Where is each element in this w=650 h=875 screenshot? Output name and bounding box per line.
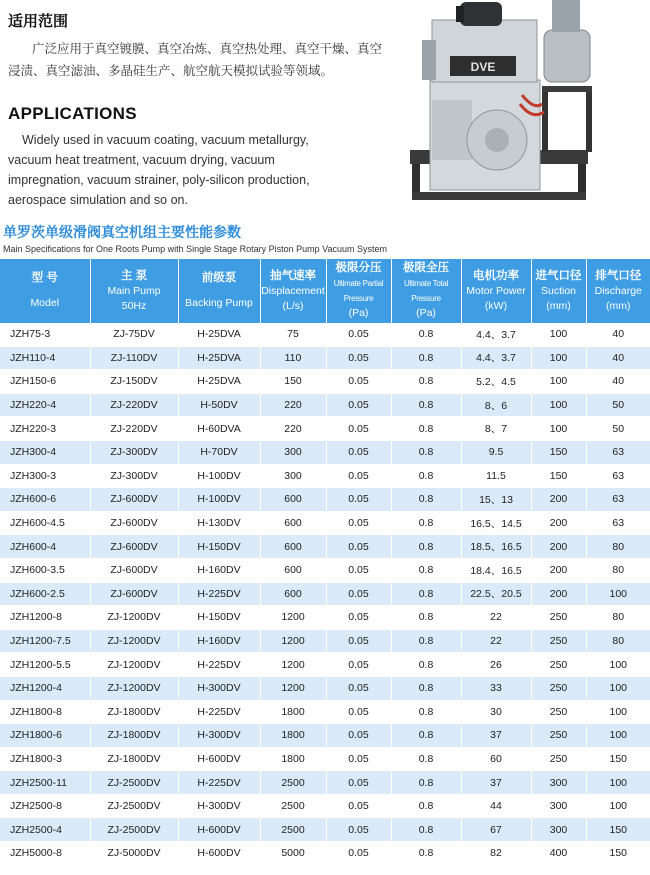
cell-backing-pump: H-25DVA (178, 346, 260, 370)
table-row (0, 771, 650, 795)
cell-main-pump: ZJ-1200DV (90, 606, 178, 630)
cell-main-pump: ZJ-600DV (90, 582, 178, 606)
cell-total-pressure: 0.8 (391, 606, 461, 630)
cell-model: JZH1200-5.5 (0, 653, 90, 677)
cell-suction: 300 (531, 794, 586, 818)
cell-motor-power: 5.2、4.5 (461, 370, 531, 394)
table-row (0, 370, 650, 394)
cell-partial-pressure: 0.05 (326, 842, 391, 866)
cell-backing-pump: H-25DVA (178, 323, 260, 346)
cell-displacement: 2500 (260, 771, 326, 795)
cell-backing-pump: H-600DV (178, 747, 260, 771)
cell-model: JZH600-3.5 (0, 558, 90, 582)
header-cn: 型 号 (31, 272, 58, 284)
cell-suction: 200 (531, 558, 586, 582)
cell-displacement: 150 (260, 370, 326, 394)
cell-partial-pressure: 0.05 (326, 724, 391, 748)
table-row (0, 417, 650, 441)
table-row (0, 558, 650, 582)
table-row (0, 724, 650, 748)
header-displacement (260, 259, 326, 323)
cell-total-pressure: 0.8 (391, 653, 461, 677)
applications-en-body: Widely used in vacuum coating, vacuum metallurgy, vacuum heat treatment, vacuum drying, vacuum impregnation, vacuum strainer, poly-silicon production, aerospace simulation and so on. (8, 133, 310, 207)
header-en: Main Pump (107, 284, 161, 297)
cell-total-pressure: 0.8 (391, 700, 461, 724)
cell-main-pump: ZJ-600DV (90, 511, 178, 535)
header-cn: 主 泵 (120, 269, 148, 282)
cell-partial-pressure: 0.05 (326, 771, 391, 795)
table-row (0, 818, 650, 842)
cell-suction: 200 (531, 488, 586, 512)
cell-displacement: 1200 (260, 629, 326, 653)
cell-partial-pressure: 0.05 (326, 393, 391, 417)
cell-total-pressure: 0.8 (391, 818, 461, 842)
cell-main-pump: ZJ-2500DV (90, 818, 178, 842)
cell-model: JZH1200-7.5 (0, 629, 90, 653)
table-row (0, 794, 650, 818)
cell-main-pump: ZJ-300DV (90, 464, 178, 488)
header-en: Backing Pump (185, 297, 253, 309)
cell-backing-pump: H-300DV (178, 724, 260, 748)
cell-suction: 100 (531, 393, 586, 417)
header-en: Motor Power (466, 284, 526, 297)
cell-partial-pressure: 0.05 (326, 653, 391, 677)
table-row (0, 676, 650, 700)
cell-backing-pump: H-300DV (178, 794, 260, 818)
header-unit: (mm) (606, 299, 631, 312)
cell-suction: 250 (531, 700, 586, 724)
table-row (0, 629, 650, 653)
table-row (0, 511, 650, 535)
cell-backing-pump: H-225DV (178, 653, 260, 677)
cell-motor-power: 22 (461, 629, 531, 653)
cell-backing-pump: H-160DV (178, 629, 260, 653)
cell-motor-power: 37 (461, 771, 531, 795)
cell-motor-power: 9.5 (461, 440, 531, 464)
cell-discharge: 80 (586, 606, 650, 630)
cell-total-pressure: 0.8 (391, 724, 461, 748)
cell-displacement: 600 (260, 558, 326, 582)
cell-main-pump: ZJ-1800DV (90, 724, 178, 748)
cell-model: JZH1800-8 (0, 700, 90, 724)
cell-model: JZH300-3 (0, 464, 90, 488)
cell-backing-pump: H-130DV (178, 511, 260, 535)
cell-displacement: 220 (260, 393, 326, 417)
cell-partial-pressure: 0.05 (326, 323, 391, 346)
cell-displacement: 600 (260, 535, 326, 559)
cell-backing-pump: H-70DV (178, 440, 260, 464)
cell-model: JZH600-2.5 (0, 582, 90, 606)
cell-backing-pump: H-150DV (178, 535, 260, 559)
cell-suction: 100 (531, 323, 586, 346)
cell-motor-power: 37 (461, 724, 531, 748)
cell-total-pressure: 0.8 (391, 323, 461, 346)
cell-discharge: 50 (586, 393, 650, 417)
specifications-table (0, 259, 650, 866)
cell-partial-pressure: 0.05 (326, 417, 391, 441)
cell-partial-pressure: 0.05 (326, 535, 391, 559)
cell-model: JZH600-4 (0, 535, 90, 559)
cell-total-pressure: 0.8 (391, 370, 461, 394)
table-row (0, 464, 650, 488)
cell-total-pressure: 0.8 (391, 676, 461, 700)
cell-discharge: 40 (586, 323, 650, 346)
cell-model: JZH1800-6 (0, 724, 90, 748)
cell-displacement: 1200 (260, 653, 326, 677)
cell-motor-power: 26 (461, 653, 531, 677)
cell-main-pump: ZJ-75DV (90, 323, 178, 346)
cell-total-pressure: 0.8 (391, 582, 461, 606)
cell-displacement: 1200 (260, 606, 326, 630)
cell-displacement: 600 (260, 511, 326, 535)
cell-discharge: 100 (586, 771, 650, 795)
cell-total-pressure: 0.8 (391, 794, 461, 818)
cell-model: JZH2500-11 (0, 771, 90, 795)
cell-motor-power: 22.5、20.5 (461, 582, 531, 606)
header-motor-power (461, 259, 531, 323)
cell-total-pressure: 0.8 (391, 629, 461, 653)
cell-main-pump: ZJ-600DV (90, 535, 178, 559)
header-cn: 极限分压 (335, 262, 382, 274)
cell-model: JZH2500-8 (0, 794, 90, 818)
table-row (0, 582, 650, 606)
cell-partial-pressure: 0.05 (326, 370, 391, 394)
cell-suction: 200 (531, 535, 586, 559)
header-main-pump (90, 259, 178, 323)
table-row (0, 440, 650, 464)
cell-backing-pump: H-50DV (178, 393, 260, 417)
cell-partial-pressure: 0.05 (326, 558, 391, 582)
cell-motor-power: 22 (461, 606, 531, 630)
header-cn: 电机功率 (473, 269, 519, 282)
table-row (0, 346, 650, 370)
cell-main-pump: ZJ-1200DV (90, 653, 178, 677)
cell-discharge: 150 (586, 747, 650, 771)
header-en: Suction (540, 284, 577, 297)
cell-suction: 300 (531, 818, 586, 842)
cell-model: JZH150-6 (0, 370, 90, 394)
cell-discharge: 63 (586, 464, 650, 488)
header-model (0, 259, 90, 323)
cell-main-pump: ZJ-300DV (90, 440, 178, 464)
cell-displacement: 2500 (260, 818, 326, 842)
cell-partial-pressure: 0.05 (326, 700, 391, 724)
cell-main-pump: ZJ-1200DV (90, 676, 178, 700)
cell-partial-pressure: 0.05 (326, 676, 391, 700)
table-title-en: Main Specifications for One Roots Pump with Single Stage Rotary Piston Pump Vacuum System (3, 244, 388, 254)
cell-model: JZH2500-4 (0, 818, 90, 842)
cell-partial-pressure: 0.05 (326, 606, 391, 630)
cell-motor-power: 4.4、3.7 (461, 346, 531, 370)
cell-discharge: 100 (586, 653, 650, 677)
cell-displacement: 1800 (260, 747, 326, 771)
cell-discharge: 40 (586, 370, 650, 394)
cell-discharge: 80 (586, 535, 650, 559)
cell-backing-pump: H-150DV (178, 606, 260, 630)
applications-cn-body: 广泛应用于真空镀膜、真空冶炼、真空热处理、真空干燥、真空浸渍、真空滤油、多晶硅生产、航空航天模拟试验等领域。 (8, 42, 383, 78)
header-unit: (Pa) (416, 307, 436, 319)
header-en: Model (30, 297, 60, 309)
cell-partial-pressure: 0.05 (326, 488, 391, 512)
cell-backing-pump: H-100DV (178, 488, 260, 512)
cell-displacement: 75 (260, 323, 326, 346)
cell-motor-power: 60 (461, 747, 531, 771)
cell-model: JZH600-4.5 (0, 511, 90, 535)
cell-discharge: 63 (586, 511, 650, 535)
cell-main-pump: ZJ-2500DV (90, 771, 178, 795)
cell-suction: 100 (531, 346, 586, 370)
cell-model: JZH110-4 (0, 346, 90, 370)
header-unit: (mm) (546, 299, 571, 312)
header-cn: 前级泵 (201, 272, 237, 284)
table-row (0, 653, 650, 677)
applications-en-title: APPLICATIONS (8, 104, 137, 123)
cell-motor-power: 30 (461, 700, 531, 724)
cell-total-pressure: 0.8 (391, 771, 461, 795)
cell-displacement: 300 (260, 464, 326, 488)
header-suction (531, 259, 586, 323)
cell-model: JZH600-6 (0, 488, 90, 512)
header-total-pressure (391, 259, 461, 323)
cell-discharge: 100 (586, 582, 650, 606)
cell-motor-power: 11.5 (461, 464, 531, 488)
header-cn: 排气口径 (595, 269, 642, 282)
header-unit: (Pa) (348, 307, 369, 319)
cell-discharge: 150 (586, 818, 650, 842)
cell-discharge: 150 (586, 842, 650, 866)
cell-suction: 200 (531, 582, 586, 606)
cell-discharge: 63 (586, 440, 650, 464)
cell-discharge: 63 (586, 488, 650, 512)
cell-partial-pressure: 0.05 (326, 818, 391, 842)
cell-main-pump: ZJ-1800DV (90, 747, 178, 771)
cell-motor-power: 44 (461, 794, 531, 818)
applications-cn-title: 适用范围 (8, 13, 69, 30)
table-row (0, 700, 650, 724)
cell-motor-power: 16.5、14.5 (461, 511, 531, 535)
table-title-cn: 单罗茨单级滑阀真空机组主要性能参数 (3, 224, 241, 240)
cell-main-pump: ZJ-5000DV (90, 842, 178, 866)
table-row (0, 842, 650, 866)
cell-displacement: 600 (260, 582, 326, 606)
cell-motor-power: 67 (461, 818, 531, 842)
cell-suction: 400 (531, 842, 586, 866)
cell-main-pump: ZJ-220DV (90, 417, 178, 441)
cell-discharge: 100 (586, 676, 650, 700)
cell-suction: 300 (531, 771, 586, 795)
cell-partial-pressure: 0.05 (326, 629, 391, 653)
cell-backing-pump: H-600DV (178, 842, 260, 866)
cell-suction: 150 (531, 440, 586, 464)
cell-discharge: 40 (586, 346, 650, 370)
cell-partial-pressure: 0.05 (326, 582, 391, 606)
cell-main-pump: ZJ-1800DV (90, 700, 178, 724)
header-backing-pump (178, 259, 260, 323)
table-row (0, 606, 650, 630)
cell-model: JZH5000-8 (0, 842, 90, 866)
cell-suction: 250 (531, 606, 586, 630)
cell-total-pressure: 0.8 (391, 747, 461, 771)
table-row (0, 535, 650, 559)
cell-total-pressure: 0.8 (391, 393, 461, 417)
cell-discharge: 100 (586, 794, 650, 818)
cell-displacement: 5000 (260, 842, 326, 866)
cell-backing-pump: H-60DVA (178, 417, 260, 441)
cell-motor-power: 33 (461, 676, 531, 700)
cell-discharge: 50 (586, 417, 650, 441)
header-en: Displacement (261, 284, 325, 297)
cell-backing-pump: H-225DV (178, 700, 260, 724)
header-en: Discharge (594, 284, 642, 297)
cell-suction: 100 (531, 417, 586, 441)
cell-main-pump: ZJ-150DV (90, 370, 178, 394)
cell-motor-power: 82 (461, 842, 531, 866)
cell-total-pressure: 0.8 (391, 842, 461, 866)
cell-backing-pump: H-225DV (178, 771, 260, 795)
header-partial-pressure (326, 259, 391, 323)
cell-backing-pump: H-160DV (178, 558, 260, 582)
cell-total-pressure: 0.8 (391, 488, 461, 512)
cell-total-pressure: 0.8 (391, 558, 461, 582)
cell-displacement: 600 (260, 488, 326, 512)
cell-partial-pressure: 0.05 (326, 464, 391, 488)
cell-model: JZH220-4 (0, 393, 90, 417)
cell-partial-pressure: 0.05 (326, 794, 391, 818)
cell-model: JZH75-3 (0, 323, 90, 346)
cell-model: JZH220-3 (0, 417, 90, 441)
cell-main-pump: ZJ-110DV (90, 346, 178, 370)
cell-total-pressure: 0.8 (391, 417, 461, 441)
cell-model: JZH1200-4 (0, 676, 90, 700)
header-cn: 极限全压 (403, 262, 449, 274)
cell-suction: 150 (531, 464, 586, 488)
cell-total-pressure: 0.8 (391, 511, 461, 535)
cell-backing-pump: H-100DV (178, 464, 260, 488)
cell-backing-pump: H-225DV (178, 582, 260, 606)
cell-suction: 200 (531, 511, 586, 535)
cell-model: JZH1200-8 (0, 606, 90, 630)
cell-model: JZH300-4 (0, 440, 90, 464)
cell-suction: 250 (531, 629, 586, 653)
header-en: Ultimate Partial Pressure (333, 279, 384, 303)
cell-motor-power: 15、13 (461, 488, 531, 512)
cell-displacement: 1800 (260, 724, 326, 748)
table-row (0, 747, 650, 771)
cell-total-pressure: 0.8 (391, 535, 461, 559)
cell-partial-pressure: 0.05 (326, 440, 391, 464)
cell-motor-power: 8、6 (461, 393, 531, 417)
cell-discharge: 80 (586, 558, 650, 582)
cell-backing-pump: H-25DVA (178, 370, 260, 394)
cell-motor-power: 4.4、3.7 (461, 323, 531, 346)
cell-motor-power: 18.5、16.5 (461, 535, 531, 559)
cell-main-pump: ZJ-2500DV (90, 794, 178, 818)
cell-partial-pressure: 0.05 (326, 346, 391, 370)
cell-motor-power: 8、7 (461, 417, 531, 441)
cell-suction: 250 (531, 676, 586, 700)
cell-suction: 100 (531, 370, 586, 394)
cell-total-pressure: 0.8 (391, 346, 461, 370)
cell-main-pump: ZJ-600DV (90, 558, 178, 582)
cell-total-pressure: 0.8 (391, 464, 461, 488)
cell-main-pump: ZJ-1200DV (90, 629, 178, 653)
cell-discharge: 100 (586, 700, 650, 724)
header-unit: (kW) (484, 299, 508, 312)
cell-suction: 250 (531, 747, 586, 771)
cell-suction: 250 (531, 724, 586, 748)
cell-displacement: 1800 (260, 700, 326, 724)
vacuum-pump-photo (402, 0, 597, 210)
table-header-row (0, 259, 650, 323)
cell-displacement: 300 (260, 440, 326, 464)
cell-partial-pressure: 0.05 (326, 511, 391, 535)
table-row (0, 393, 650, 417)
header-unit: 50Hz (121, 299, 147, 312)
cell-displacement: 110 (260, 346, 326, 370)
cell-discharge: 80 (586, 629, 650, 653)
header-cn: 进气口径 (535, 269, 582, 282)
table-body (0, 323, 650, 865)
cell-main-pump: ZJ-220DV (90, 393, 178, 417)
table-row (0, 323, 650, 346)
cell-backing-pump: H-600DV (178, 818, 260, 842)
cell-partial-pressure: 0.05 (326, 747, 391, 771)
header-discharge (586, 259, 650, 323)
cell-suction: 250 (531, 653, 586, 677)
cell-displacement: 220 (260, 417, 326, 441)
cell-motor-power: 18.4、16.5 (461, 558, 531, 582)
header-unit: (L/s) (282, 299, 304, 312)
cell-total-pressure: 0.8 (391, 440, 461, 464)
table-row (0, 488, 650, 512)
cell-displacement: 2500 (260, 794, 326, 818)
cell-displacement: 1200 (260, 676, 326, 700)
cell-model: JZH1800-3 (0, 747, 90, 771)
header-en: Ultimate Total Pressure (403, 279, 449, 303)
cell-main-pump: ZJ-600DV (90, 488, 178, 512)
brand-label: DVE (470, 60, 496, 74)
header-cn: 抽气速率 (270, 269, 316, 282)
cell-backing-pump: H-300DV (178, 676, 260, 700)
cell-discharge: 100 (586, 724, 650, 748)
